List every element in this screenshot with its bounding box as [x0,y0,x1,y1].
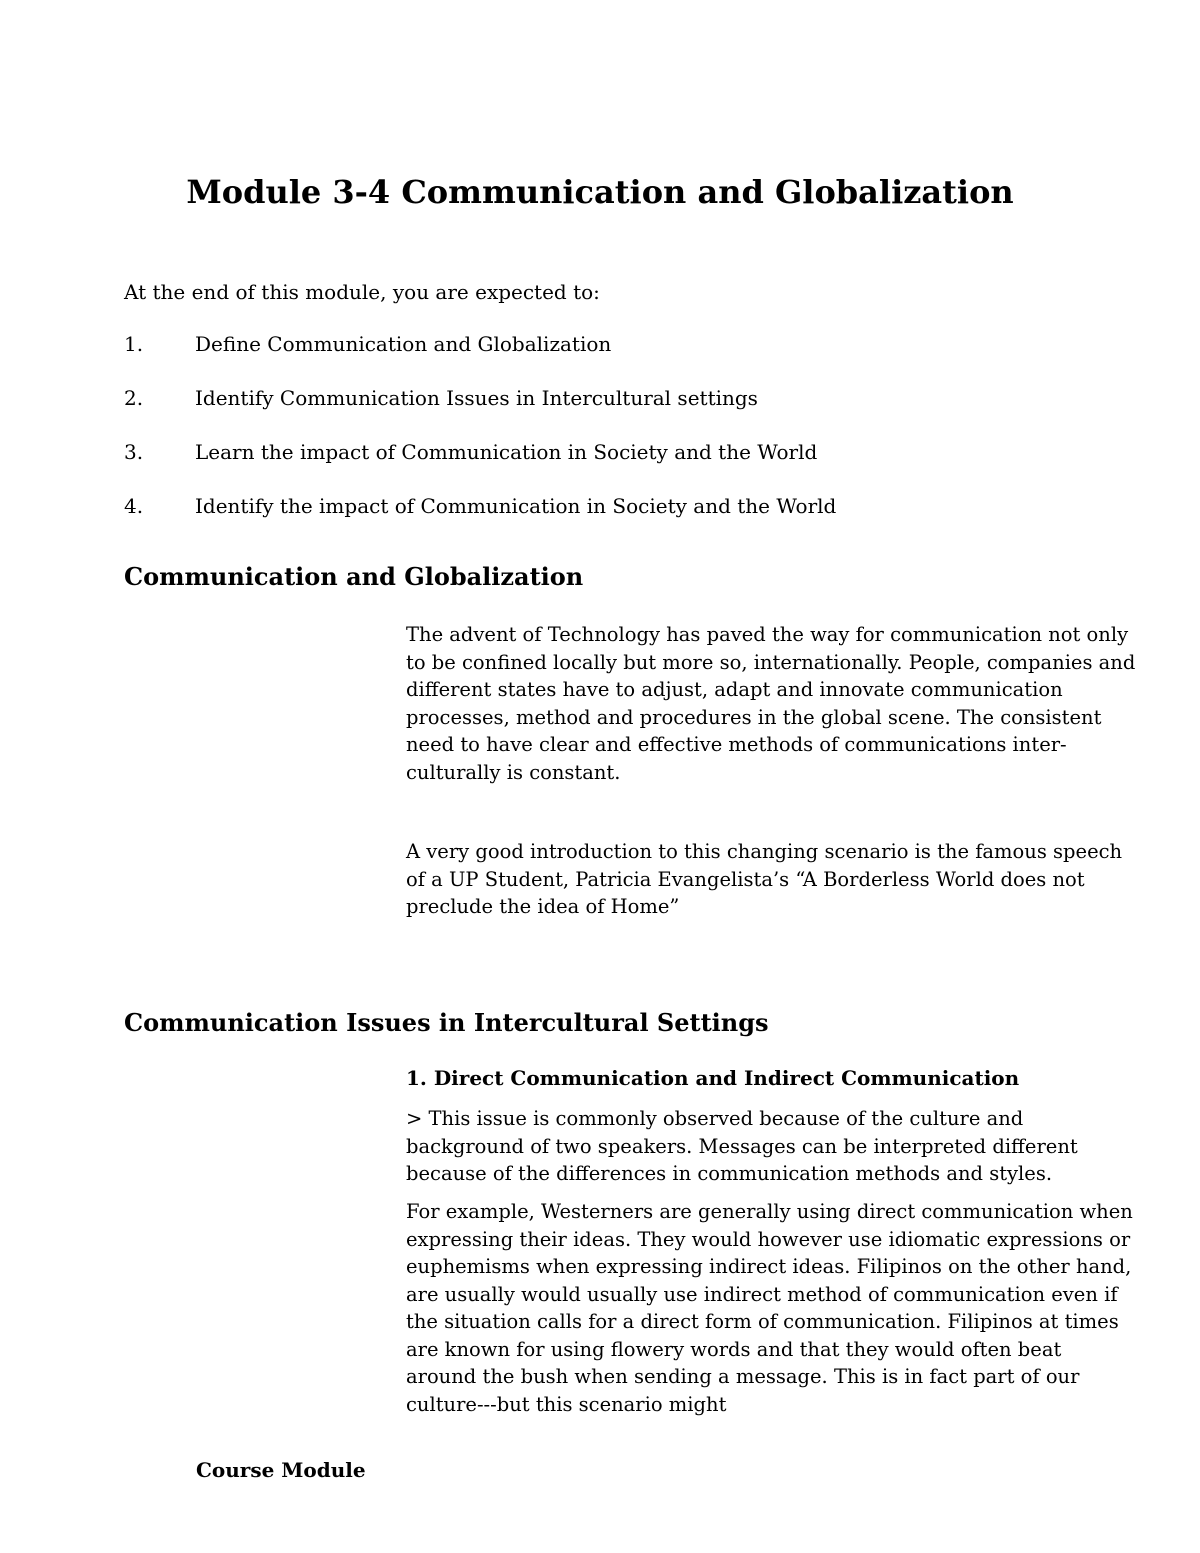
intro-text: At the end of this module, you are expected to: [124,280,600,304]
list-text: Learn the impact of Communication in Society and the World [195,440,818,464]
list-number: 4. [124,494,144,518]
section-body-speech [406,838,1136,921]
paragraph: > This issue is commonly observed because of the culture and background of two speakers. Messages can be interpreted different because of the differences in communication methods and styles. [406,1107,1078,1185]
list-text: Define Communication and Globalization [195,332,612,356]
list-number: 1. [124,332,144,356]
paragraph: For example, Westerners are generally using direct communication when expressing their ideas. They would however use idiomatic expressions or euphemisms when expressing indirect ideas. Filipinos on the other hand, are usually would usually use indirect method of communication even if the situation calls for a direct form of communication. Filipinos at times are known for using flowery words and that they would often beat around the bush when sending a message. This is in fact part of our culture---but this scenario might [406,1200,1133,1416]
list-text: Identify Communication Issues in Intercultural settings [195,386,758,410]
page-title: Module 3-4 Communication and Globalization [186,173,1014,211]
paragraph: The advent of Technology has paved the way for communication not only to be confined locally but more so, internationally. People, companies and different states have to adjust, adapt and innovate communication processes, method and procedures in the global scene. The consistent need to have clear and effective methods of communications inter-culturally is constant. [406,623,1136,784]
section-heading-globalization: Communication and Globalization [124,562,584,591]
list-number: 3. [124,440,144,464]
subsection-heading: 1. Direct Communication and Indirect Communication [406,1066,1020,1090]
section-heading-intercultural: Communication Issues in Intercultural Settings [124,1008,769,1037]
paragraph: A very good introduction to this changing scenario is the famous speech of a UP Student, Patricia Evangelista’s “A Borderless World does not preclude the idea of Home” [406,840,1123,918]
list-number: 2. [124,386,144,410]
list-text: Identify the impact of Communication in Society and the World [195,494,837,518]
footer-label: Course Module [196,1458,366,1482]
section-body-issue [406,1105,1136,1188]
section-body-example [406,1198,1136,1418]
section-body-globalization [406,621,1136,786]
